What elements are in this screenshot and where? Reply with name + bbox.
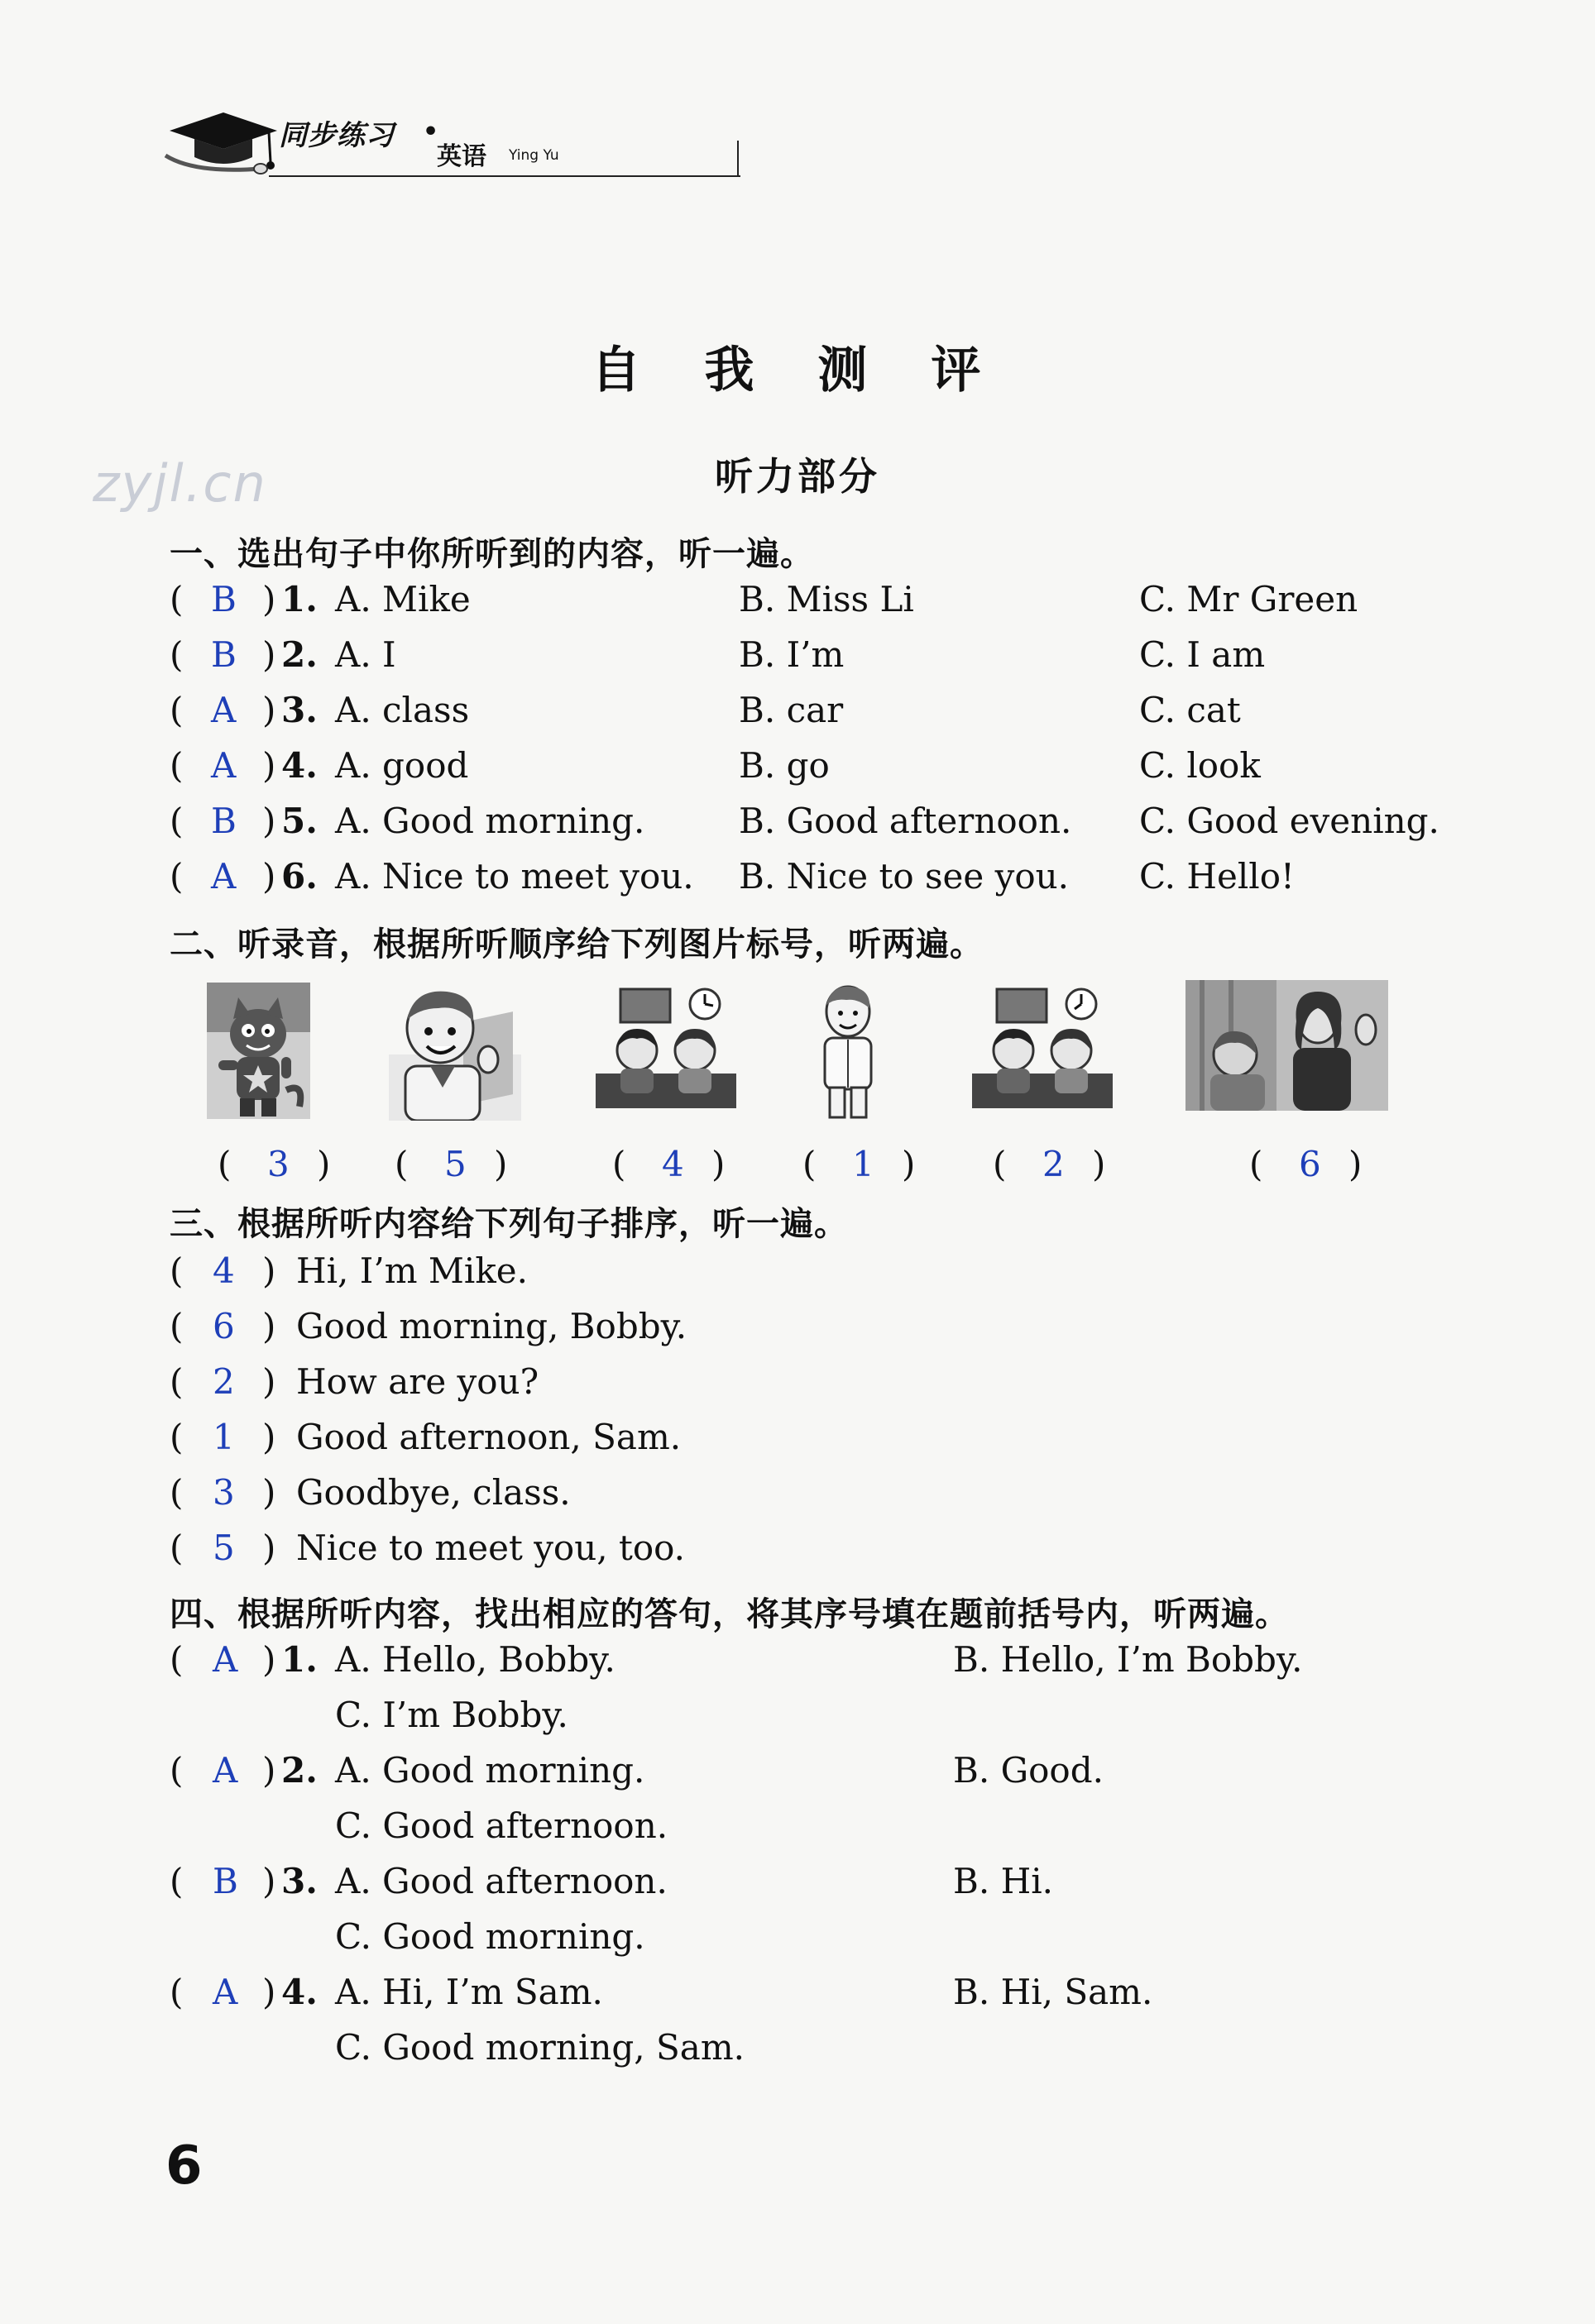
option-a: A. Nice to meet you. (335, 856, 694, 897)
close-paren: ) (1348, 1144, 1363, 1184)
close-paren: ) (262, 801, 276, 841)
option-b: B. Good. (953, 1750, 1104, 1791)
question-number: 4. (281, 1972, 318, 2012)
option-b: B. Hello, I’m Bobby. (953, 1639, 1303, 1680)
close-paren: ) (494, 1144, 508, 1184)
close-paren: ) (902, 1144, 916, 1184)
option-c: C. Good evening. (1139, 801, 1439, 841)
open-paren: ( (612, 1144, 626, 1184)
sentence-text: Goodbye, class. (296, 1472, 571, 1513)
option-a: A. Good afternoon. (335, 1861, 668, 1901)
open-paren: ( (170, 1417, 184, 1457)
close-paren: ) (262, 856, 276, 897)
question-number: 1. (281, 579, 318, 619)
question-number: 4. (281, 745, 318, 786)
picture-order-number: 3 (267, 1144, 290, 1184)
picture-boy-standing (807, 980, 889, 1121)
watermark: zyjl.cn (93, 453, 267, 514)
option-b: B. Hi, Sam. (953, 1972, 1153, 2012)
open-paren: ( (170, 634, 184, 675)
close-paren: ) (262, 1417, 276, 1457)
close-paren: ) (711, 1144, 726, 1184)
subject-pinyin: Ying Yu (509, 147, 559, 164)
answer-letter: A (211, 690, 237, 730)
section3-heading: 三、根据所听内容给下列句子排序，听一遍。 (170, 1205, 848, 1243)
boy-standing-icon (807, 980, 889, 1121)
close-paren: ) (262, 1861, 276, 1901)
sentence-text: Hi, I’m Mike. (296, 1250, 528, 1291)
option-a: A. Good morning. (335, 801, 645, 841)
picture-order-number: 4 (662, 1144, 684, 1184)
option-a: A. Good morning. (335, 1750, 645, 1791)
option-a: A. I (335, 634, 396, 675)
boy-waving-icon (389, 980, 521, 1121)
answer-letter: A (211, 745, 237, 786)
picture-teacher-boy (1185, 980, 1388, 1111)
picture-order-number: 6 (1299, 1144, 1321, 1184)
close-paren: ) (262, 1528, 276, 1568)
answer-letter: B (211, 634, 237, 675)
close-paren: ) (262, 1361, 276, 1402)
question-number: 3. (281, 690, 318, 730)
picture-kids-clock-1 (596, 984, 736, 1108)
option-b: B. go (739, 745, 830, 786)
option-b: B. Nice to see you. (739, 856, 1070, 897)
answer-letter: B (211, 579, 237, 619)
picture-order-number: 5 (444, 1144, 467, 1184)
close-paren: ) (262, 1750, 276, 1791)
option-c: C. look (1139, 745, 1261, 786)
open-paren: ( (170, 579, 184, 619)
open-paren: ( (170, 801, 184, 841)
section4-heading: 四、根据所听内容，找出相应的答句，将其序号填在题前括号内，听两遍。 (170, 1595, 1289, 1633)
close-paren: ) (262, 745, 276, 786)
close-paren: ) (262, 1639, 276, 1680)
two-kids-clock-icon (972, 984, 1113, 1108)
option-c: C. Mr Green (1139, 579, 1358, 619)
answer-letter: A (213, 1972, 238, 2012)
picture-order-number: 2 (1042, 1144, 1065, 1184)
open-paren: ( (170, 1750, 184, 1791)
option-c: C. Hello! (1139, 856, 1295, 897)
close-paren: ) (262, 1306, 276, 1346)
close-paren: ) (262, 634, 276, 675)
sentence-text: Good morning, Bobby. (296, 1306, 687, 1346)
option-c: C. Good morning, Sam. (335, 2027, 745, 2068)
question-number: 6. (281, 856, 318, 897)
open-paren: ( (170, 1250, 184, 1291)
close-paren: ) (262, 1250, 276, 1291)
answer-letter: B (211, 801, 237, 841)
option-c: C. Good afternoon. (335, 1805, 668, 1846)
close-paren: ) (1092, 1144, 1106, 1184)
option-c: C. Good morning. (335, 1916, 645, 1957)
order-number: 5 (213, 1528, 235, 1568)
answer-letter: A (213, 1639, 238, 1680)
sentence-text: Nice to meet you, too. (296, 1528, 686, 1568)
brand-title: 同步练习 (279, 119, 395, 152)
answer-letter: A (213, 1750, 238, 1791)
open-paren: ( (802, 1144, 817, 1184)
order-number: 2 (213, 1361, 235, 1402)
option-b: B. Miss Li (739, 579, 914, 619)
open-paren: ( (170, 1972, 184, 2012)
close-paren: ) (262, 1972, 276, 2012)
open-paren: ( (170, 1306, 184, 1346)
section-subtitle: 听力部分 (715, 454, 880, 499)
open-paren: ( (170, 690, 184, 730)
order-number: 4 (213, 1250, 235, 1291)
book-header: 同步练习 • 英语 Ying Yu (161, 98, 583, 180)
open-paren: ( (170, 856, 184, 897)
picture-cat (207, 983, 310, 1119)
close-paren: ) (262, 1472, 276, 1513)
option-a: A. good (335, 745, 469, 786)
graduation-cap-icon (161, 98, 285, 180)
close-paren: ) (262, 579, 276, 619)
section1-heading: 一、选出句子中你所听到的内容，听一遍。 (170, 535, 814, 573)
question-number: 3. (281, 1861, 318, 1901)
option-a: A. class (335, 690, 470, 730)
option-a: A. Mike (335, 579, 471, 619)
sentence-text: Good afternoon, Sam. (296, 1417, 682, 1457)
open-paren: ( (395, 1144, 409, 1184)
order-number: 3 (213, 1472, 235, 1513)
order-number: 6 (213, 1306, 235, 1346)
open-paren: ( (170, 1639, 184, 1680)
option-b: B. car (739, 690, 844, 730)
open-paren: ( (993, 1144, 1007, 1184)
open-paren: ( (170, 1528, 184, 1568)
close-paren: ) (317, 1144, 331, 1184)
teacher-and-boy-icon (1185, 980, 1388, 1111)
option-a: A. Hello, Bobby. (335, 1639, 615, 1680)
open-paren: ( (170, 1861, 184, 1901)
picture-order-number: 1 (852, 1144, 874, 1184)
picture-kids-clock-2 (972, 984, 1113, 1108)
option-c: C. I’m Bobby. (335, 1695, 568, 1735)
page-number: 6 (165, 2135, 203, 2197)
close-paren: ) (262, 690, 276, 730)
open-paren: ( (218, 1144, 232, 1184)
option-b: B. Hi. (953, 1861, 1053, 1901)
two-kids-clock-icon (596, 984, 736, 1108)
option-b: B. Good afternoon. (739, 801, 1072, 841)
open-paren: ( (170, 1472, 184, 1513)
cat-character-icon (207, 983, 310, 1119)
sentence-text: How are you? (296, 1361, 539, 1402)
answer-letter: B (213, 1861, 238, 1901)
page-title: 自 我 测 评 (591, 342, 1004, 399)
order-number: 1 (213, 1417, 235, 1457)
answer-letter: A (211, 856, 237, 897)
option-a: A. Hi, I’m Sam. (335, 1972, 603, 2012)
open-paren: ( (170, 745, 184, 786)
option-c: C. I am (1139, 634, 1266, 675)
question-number: 2. (281, 1750, 318, 1791)
option-b: B. I’m (739, 634, 845, 675)
open-paren: ( (1249, 1144, 1263, 1184)
open-paren: ( (170, 1361, 184, 1402)
question-number: 2. (281, 634, 318, 675)
question-number: 1. (281, 1639, 318, 1680)
option-c: C. cat (1139, 690, 1241, 730)
question-number: 5. (281, 801, 318, 841)
picture-boy-waving (389, 980, 521, 1121)
section2-heading: 二、听录音，根据所听顺序给下列图片标号，听两遍。 (170, 925, 984, 964)
subject-label: 英语 (437, 142, 486, 171)
